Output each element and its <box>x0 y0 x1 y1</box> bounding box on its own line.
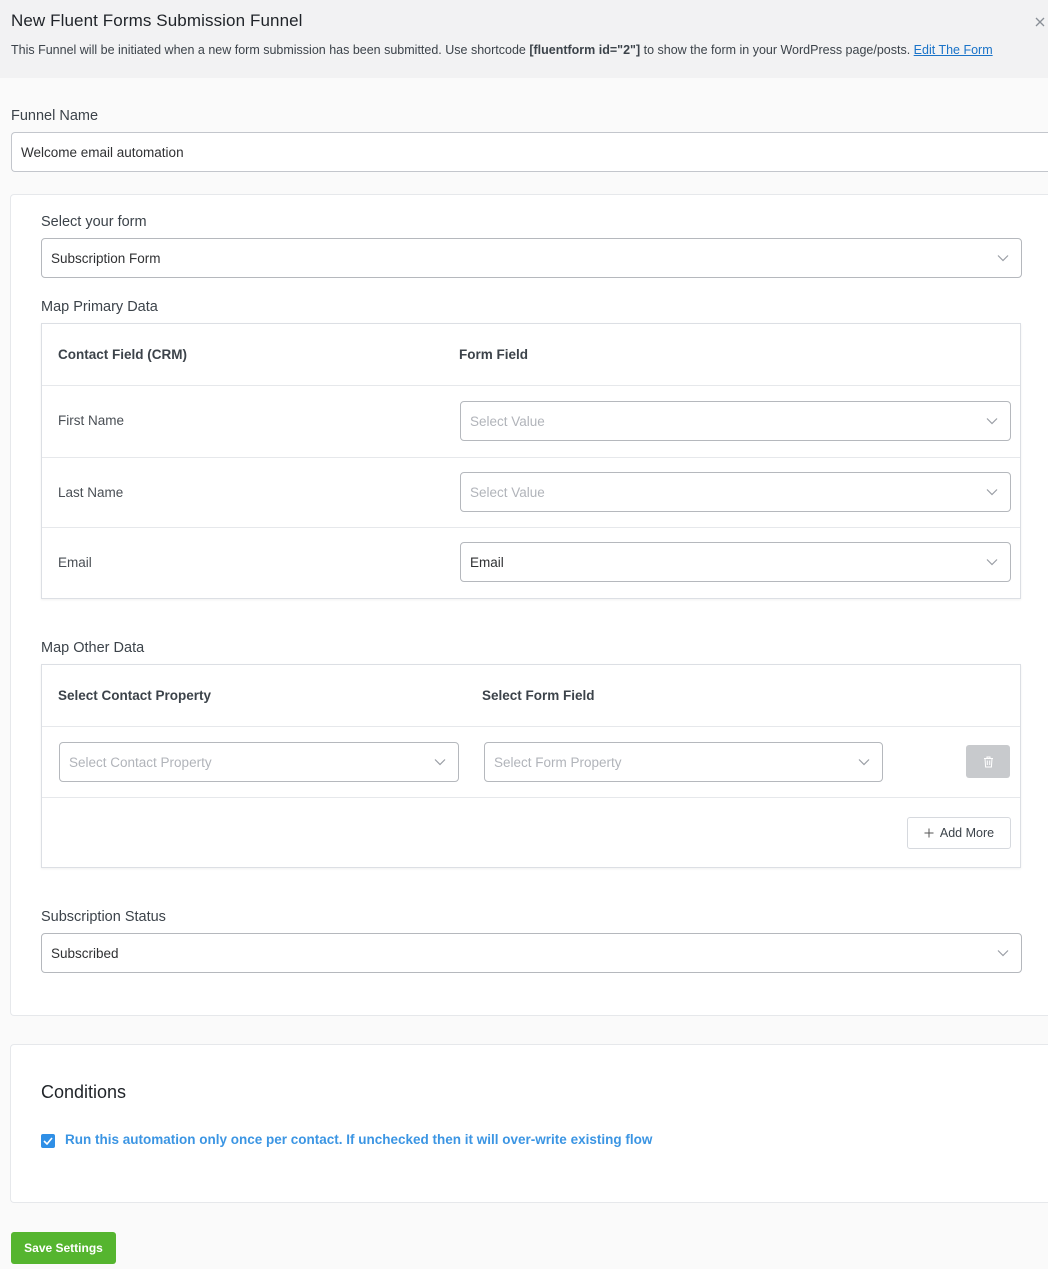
description-text-before: This Funnel will be initiated when a new form submission has been submitted. Use shortcode <box>11 43 530 57</box>
save-settings-button[interactable]: Save Settings <box>11 1232 116 1264</box>
form-field-header: Form Field <box>459 347 529 362</box>
conditions-panel <box>10 1044 1048 1203</box>
checkmark-icon <box>43 1137 53 1145</box>
chevron-down-icon <box>986 488 998 496</box>
row-divider <box>42 457 1020 458</box>
modal-title: New Fluent Forms Submission Funnel <box>11 11 303 30</box>
delete-row-button[interactable] <box>966 745 1010 778</box>
chevron-down-icon <box>997 254 1009 262</box>
form-settings-panel <box>10 194 1048 1016</box>
shortcode-text: [fluentform id="2"] <box>529 43 641 57</box>
select-placeholder: Select Contact Property <box>69 754 212 770</box>
form-select[interactable] <box>41 238 1022 278</box>
chevron-down-icon <box>858 758 870 766</box>
funnel-name-value: Welcome email automation <box>21 144 184 160</box>
add-more-button[interactable] <box>907 817 1011 849</box>
primary-field-label: First Name <box>58 413 125 428</box>
primary-field-label: Last Name <box>58 485 124 500</box>
chevron-down-icon <box>986 417 998 425</box>
edit-form-link[interactable]: Edit The Form <box>913 43 993 57</box>
modal-description <box>11 43 993 57</box>
chevron-down-icon <box>434 758 446 766</box>
select-placeholder: Select Value <box>470 413 545 429</box>
email-select[interactable] <box>460 542 1011 582</box>
description-text-after: to show the form in your WordPress page/posts. <box>640 43 914 57</box>
subscription-status-value: Subscribed <box>51 945 119 961</box>
row-divider <box>42 385 1020 386</box>
last-name-select[interactable] <box>460 472 1011 512</box>
row-divider <box>42 527 1020 528</box>
chevron-down-icon <box>997 949 1009 957</box>
run-once-label[interactable]: Run this automation only once per contact. If unchecked then it will over-write existing flow <box>65 1132 653 1147</box>
subscription-status-label: Subscription Status <box>41 909 166 925</box>
first-name-select[interactable] <box>460 401 1011 441</box>
primary-field-label: Email <box>58 555 92 570</box>
contact-field-header: Contact Field (CRM) <box>58 347 187 362</box>
chevron-down-icon <box>986 558 998 566</box>
add-more-label: Add More <box>939 826 995 840</box>
map-other-data-label: Map Other Data <box>41 640 145 656</box>
trash-icon <box>983 756 994 768</box>
modal-header <box>0 0 1048 78</box>
plus-icon <box>924 828 934 838</box>
contact-property-select[interactable] <box>59 742 459 782</box>
map-primary-data-label: Map Primary Data <box>41 299 158 315</box>
conditions-title: Conditions <box>41 1082 127 1102</box>
run-once-checkbox[interactable] <box>41 1134 55 1148</box>
form-select-value: Subscription Form <box>51 250 161 266</box>
funnel-name-label: Funnel Name <box>11 108 99 124</box>
form-field-header: Select Form Field <box>482 688 595 703</box>
row-divider <box>42 726 1020 727</box>
row-divider <box>42 797 1020 798</box>
funnel-name-input[interactable] <box>11 132 1048 172</box>
other-data-table <box>41 664 1021 868</box>
select-value: Email <box>470 554 504 570</box>
close-icon[interactable] <box>1032 14 1048 30</box>
contact-property-header: Select Contact Property <box>58 688 212 703</box>
form-property-select[interactable] <box>484 742 883 782</box>
subscription-status-select[interactable] <box>41 933 1022 973</box>
select-placeholder: Select Value <box>470 484 545 500</box>
select-placeholder: Select Form Property <box>494 754 622 770</box>
select-form-label: Select your form <box>41 214 147 230</box>
primary-data-table <box>41 323 1021 599</box>
